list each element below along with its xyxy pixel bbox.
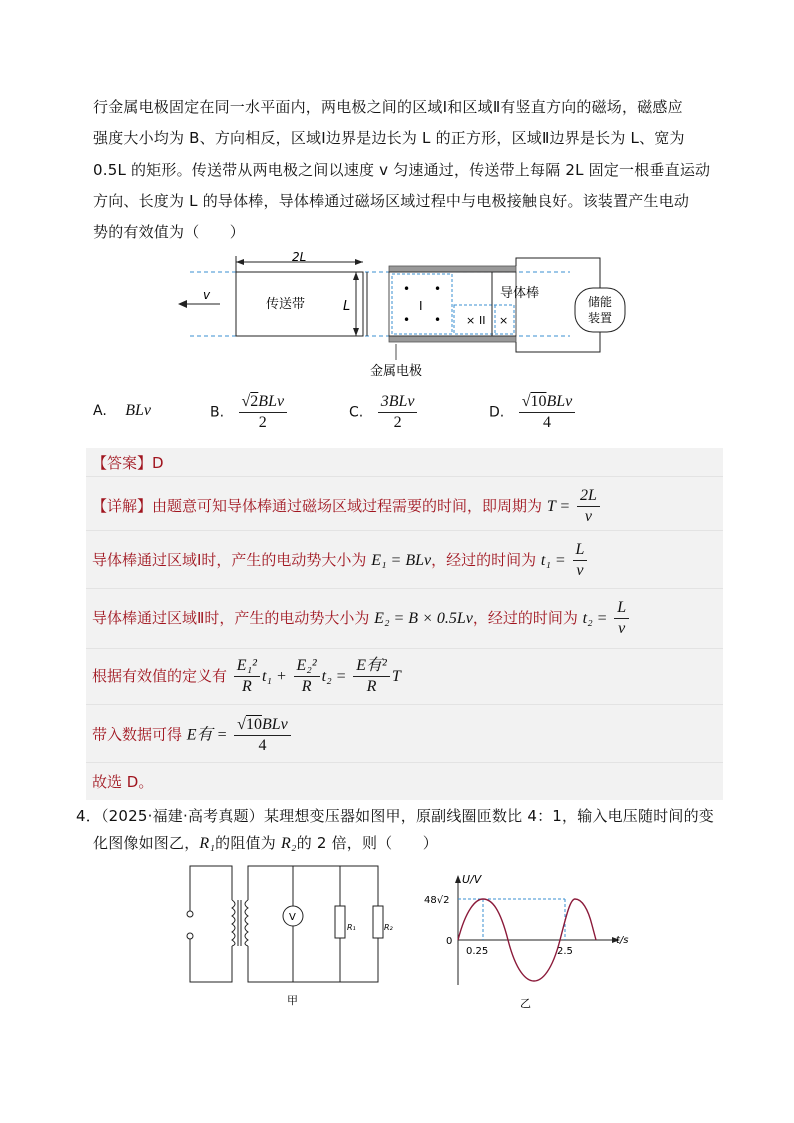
option-b-numerator: BLv — [258, 393, 285, 410]
detail-line4-f1-num: E₁² — [234, 656, 260, 677]
graph-origin: 0 — [446, 936, 453, 947]
svg-text:•: • — [434, 282, 442, 296]
detail-line1-num: 2L — [577, 486, 600, 507]
label-2L: 2L — [292, 250, 307, 264]
region2-label: II — [479, 314, 486, 327]
option-a-text: BLv — [125, 402, 152, 419]
graph-tick2: 2.5 — [557, 946, 573, 957]
q4-line-1: 4．（2025·福建·高考真题）某理想变压器如图甲，原副线圈匝数比 4：1，输入电压随时间的变 — [76, 807, 715, 825]
detail-line2-text: 导体棒通过区域Ⅰ时，产生的电动势大小为 — [92, 551, 367, 569]
answer-value: D — [152, 454, 164, 472]
graph-xlabel: t/s — [616, 935, 629, 946]
storage-line1: 储能 — [588, 295, 613, 309]
region1-label: I — [419, 299, 423, 313]
q4-voltage-graph — [420, 865, 640, 1015]
detail-line1-text: 由题意可知导体棒通过磁场区域过程需要的时间，即周期为 — [152, 497, 543, 515]
q3-stem-line-3: 0.5L 的矩形。传送带从两电极之间以速度 v 匀速通过，传送带上每隔 2L 固定一根垂直运动 — [93, 161, 711, 179]
rod-label: 导体棒 — [500, 286, 540, 301]
option-b-denominator: 2 — [258, 414, 267, 431]
q3-stem-line-2: 强度大小均为 B、方向相反，区域Ⅰ边界是边长为 L 的正方形，区域Ⅱ边界是长为 L、宽为 — [93, 129, 685, 147]
detail-line3-den: v — [618, 620, 626, 637]
q3-stem-line-5: 势的有效值为（ ） — [93, 223, 246, 241]
option-b[interactable]: B. $\frac{\text{√2BLv}}{2}$ — [210, 392, 289, 433]
detail-row-1 — [86, 476, 723, 531]
detail-line4-f3-den: R — [366, 678, 377, 695]
option-c-letter: C. — [349, 404, 364, 421]
q4-line2-c: 的 2 倍，则（ ） — [296, 834, 438, 852]
option-c-numerator: 3BLv — [378, 392, 418, 413]
svg-text:×: × — [499, 314, 509, 327]
detail-line2-text2: ，经过的时间为 — [431, 551, 537, 569]
detail-line5-radicand: 10 — [245, 716, 262, 733]
option-d-numerator: BLv — [546, 393, 573, 410]
detail-line4-t1: t₁ + — [261, 668, 287, 685]
svg-text:•: • — [403, 313, 411, 327]
q4-line2-R1: R₁ — [199, 835, 216, 852]
storage-line2: 装置 — [588, 311, 613, 325]
detail-line3-text: 导体棒通过区域Ⅱ时，产生的电动势大小为 — [92, 609, 370, 627]
detail-line3-t: t₂ = — [582, 610, 608, 627]
detail-row-2 — [86, 530, 723, 589]
q4-circuit-figure — [180, 862, 393, 1012]
label-v: v — [203, 288, 211, 302]
detail-line3-num: L — [614, 598, 629, 619]
option-d-letter: D. — [489, 404, 505, 421]
detail-line3-text2: ，经过的时间为 — [472, 609, 578, 627]
option-b-letter: B. — [210, 404, 225, 421]
detail-line5-num: BLv — [261, 716, 288, 733]
detail-row-4 — [86, 648, 723, 705]
detail-tag: 【详解】 — [92, 497, 153, 515]
detail-row-5: 带入数据可得 E有 = $\frac{\text{√10BLv}}{4}$ — [86, 704, 723, 763]
option-c[interactable] — [349, 392, 419, 433]
detail-line4-f2-den: R — [301, 678, 312, 695]
circuit-caption: 甲 — [287, 994, 298, 1007]
graph-peak: 48√2 — [424, 895, 450, 906]
detail-line4-text: 根据有效值的定义有 — [92, 667, 228, 685]
detail-line4-T: T — [391, 668, 401, 685]
option-c-denominator: 2 — [393, 414, 402, 431]
detail-line2-eq: E₁ = BLv — [371, 552, 432, 569]
option-a[interactable] — [93, 402, 151, 420]
q3-stem-line-4: 方向、长度为 L 的导体棒，导体棒通过磁场区域过程中与电极接触良好。该装置产生电动 — [93, 192, 690, 210]
detail-line3-eq: E₂ = B × 0.5Lv — [374, 610, 473, 627]
detail-line5-den: 4 — [258, 737, 267, 754]
detail-row-6 — [86, 762, 723, 800]
q4-line2-R2: R₂ — [280, 835, 297, 852]
detail-line4-f2-num: E₂² — [294, 656, 320, 677]
detail-line1-T: T = — [546, 498, 571, 515]
detail-line4-t2: t₂ = — [321, 668, 347, 685]
q3-stem-line-1: 行金属电极固定在同一水平面内，两电极之间的区域Ⅰ和区域Ⅱ有竖直方向的磁场，磁感应 — [93, 98, 683, 116]
detail-line4-f3-num: E有² — [353, 656, 390, 677]
label-L: L — [343, 299, 351, 314]
detail-line5-E: E有 = — [186, 726, 228, 744]
detail-row-3 — [86, 588, 723, 649]
q4-line2-a: 化图像如图乙， — [93, 834, 200, 852]
option-a-letter: A. — [93, 403, 107, 419]
answer-detail-box — [86, 448, 723, 800]
circuit-R2: R₂ — [384, 923, 393, 932]
svg-text:•: • — [403, 282, 411, 296]
answer-row — [86, 448, 723, 477]
detail-line5-text: 带入数据可得 — [92, 725, 183, 744]
detail-line2-num: L — [573, 540, 588, 561]
q4-line2-b: 的阻值为 — [215, 834, 276, 852]
detail-line4-f1-den: R — [241, 678, 252, 695]
circuit-R1: R₁ — [347, 923, 356, 932]
svg-text:×: × — [466, 314, 476, 327]
option-d-radicand: 10 — [530, 393, 547, 410]
option-d-denominator: 4 — [542, 414, 551, 431]
graph-ylabel: U/V — [462, 873, 482, 886]
svg-text:•: • — [434, 313, 442, 327]
conveyor-label: 传送带 — [266, 297, 306, 312]
graph-tick1: 0.25 — [466, 946, 489, 957]
answer-tag: 【答案】 — [92, 454, 153, 472]
detail-line2-den: v — [576, 562, 584, 579]
detail-line1-den: v — [584, 508, 592, 525]
voltmeter-label: V — [289, 912, 296, 923]
option-d[interactable]: D. $\frac{\text{√10BLv}}{4}$ — [489, 392, 577, 433]
electrode-label: 金属电极 — [370, 364, 423, 379]
detail-line6: 故选 D。 — [92, 773, 154, 791]
q3-conveyor-figure — [170, 250, 613, 382]
option-b-radicand: 2 — [250, 393, 259, 410]
q4-line-2 — [93, 832, 438, 855]
detail-line2-t: t₁ = — [540, 552, 566, 569]
graph-caption: 乙 — [520, 997, 531, 1010]
